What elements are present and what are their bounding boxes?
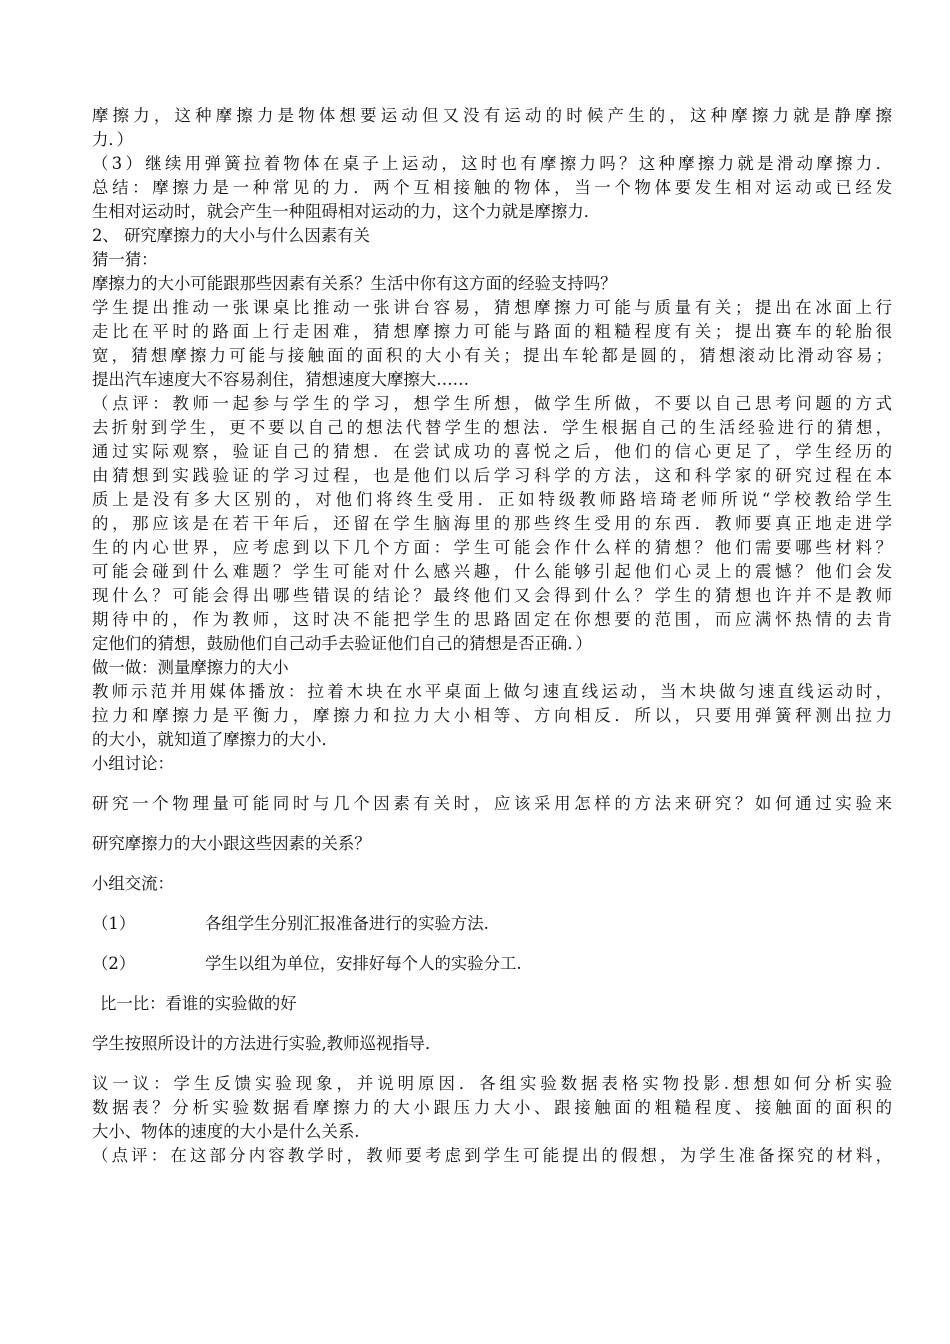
text-line: 大小、物体的速度的大小是什么关系. bbox=[92, 1122, 360, 1141]
text-line: 猜一猜： bbox=[92, 250, 158, 269]
text-line: 的，那应该是在若干年后，还留在学生脑海里的那些终生受用的东西．教师要真正地走进学 bbox=[92, 514, 892, 533]
text-line: 可能会碰到什么难题？学生可能对什么感兴趣，什么能够引起他们心灵上的震憾？他们会发 bbox=[92, 562, 892, 581]
text-line: 质上是没有多大区别的，对他们将终生受用．正如特级教师路培琦老师所说“学校教给学生 bbox=[92, 490, 892, 509]
text-line: 生相对运动时，就会产生一种阻碍相对运动的力，这个力就是摩擦力． bbox=[92, 202, 601, 221]
text-line: （3）继续用弹簧拉着物体在桌子上运动，这时也有摩擦力吗？这种摩擦力就是滑动摩擦力． bbox=[92, 154, 892, 173]
list-number: （1） bbox=[92, 914, 136, 933]
text-line: 学生按照所设计的方法进行实验,教师巡视指导． bbox=[92, 1034, 442, 1053]
text-line: 数据表？分析实验数据看摩擦力的大小跟压力大小、跟接触面的粗糙程度、接触面的面积的 bbox=[92, 1098, 892, 1117]
text-line: 走比在平时的路面上行走困难，猜想摩擦力可能与路面的粗糙程度有关；提出赛车的轮胎很 bbox=[92, 322, 892, 341]
text-line: 摩擦力的大小可能跟那些因素有关系？生活中你有这方面的经验支持吗？ bbox=[92, 274, 617, 293]
text-line: 由猜想到实践验证的学习过程，也是他们以后学习科学的方法，这和科学家的研究过程在本 bbox=[92, 466, 892, 485]
text-line: 拉力和摩擦力是平衡力，摩擦力和拉力大小相等、方向相反．所以，只要用弹簧秤测出拉力 bbox=[92, 706, 892, 725]
text-line: 小组讨论： bbox=[92, 754, 174, 773]
section-heading: 2、 研究摩擦力的大小与什么因素有关 bbox=[92, 226, 370, 245]
text-line: 比一比：看谁的实验做的好 bbox=[100, 994, 297, 1013]
text-line: 定他们的猜想，鼓励他们自己动手去验证他们自己的猜想是否正确．） bbox=[92, 634, 592, 653]
list-item-text: 各组学生分别汇报准备进行的实验方法. bbox=[205, 914, 489, 933]
text-line: 生的内心世界，应考虑到以下几个方面：学生可能会作什么样的猜想？他们需要哪些材料？ bbox=[92, 538, 892, 557]
text-line: 总结：摩擦力是一种常见的力．两个互相接触的物体，当一个物体要发生相对运动或已经发 bbox=[92, 178, 892, 197]
text-line: 去折射到学生，更不要以自己的想法代替学生的想法．学生根据自己的生活经验进行的猜想， bbox=[92, 418, 892, 437]
text-line: 摩擦力，这种摩擦力是物体想要运动但又没有运动的时候产生的，这种摩擦力就是静摩擦 bbox=[92, 106, 892, 125]
text-line: 的大小，就知道了摩擦力的大小． bbox=[92, 730, 338, 749]
text-line: 期待中的，作为教师，这时决不能把学生的思路固定在你想要的范围，而应满怀热情的去肯 bbox=[92, 610, 892, 629]
text-line: 通过实际观察，验证自己的猜想．在尝试成功的喜悦之后，他们的信心更足了，学生经历的 bbox=[92, 442, 892, 461]
text-line: 研究一个物理量可能同时与几个因素有关时，应该采用怎样的方法来研究？如何通过实验来 bbox=[92, 794, 892, 813]
list-number: （2） bbox=[92, 954, 136, 973]
text-line: 学生提出推动一张课桌比推动一张讲台容易，猜想摩擦力可能与质量有关；提出在冰面上行 bbox=[92, 298, 892, 317]
text-line: 力．） bbox=[92, 130, 133, 149]
text-line: 研究摩擦力的大小跟这些因素的关系？ bbox=[92, 834, 371, 853]
text-line: 小组交流： bbox=[92, 874, 174, 893]
text-line: （点评：在这部分内容教学时，教师要考虑到学生可能提出的假想，为学生准备探究的材料， bbox=[92, 1146, 892, 1165]
text-line: 宽，猜想摩擦力可能与接触面的面积的大小有关；提出车轮都是圆的，猜想滚动比滑动容易； bbox=[92, 346, 892, 365]
text-line: 现什么？可能会得出哪些错误的结论？最终他们又会得到什么？学生的猜想也许并不是教师 bbox=[92, 586, 892, 605]
text-line: （点评：教师一起参与学生的学习，想学生所想，做学生所做，不要以自己思考问题的方式 bbox=[92, 394, 892, 413]
text-line: 教师示范并用媒体播放：拉着木块在水平桌面上做匀速直线运动，当木块做匀速直线运动时， bbox=[92, 682, 892, 701]
list-item-text: 学生以组为单位，安排好每个人的实验分工. bbox=[205, 954, 522, 973]
text-line: 提出汽车速度大不容易刹住，猜想速度大摩擦大…… bbox=[92, 370, 469, 389]
text-line: 做一做：测量摩擦力的大小 bbox=[92, 658, 289, 677]
text-line: 议一议：学生反馈实验现象，并说明原因．各组实验数据表格实物投影.想想如何分析实验 bbox=[92, 1074, 892, 1093]
